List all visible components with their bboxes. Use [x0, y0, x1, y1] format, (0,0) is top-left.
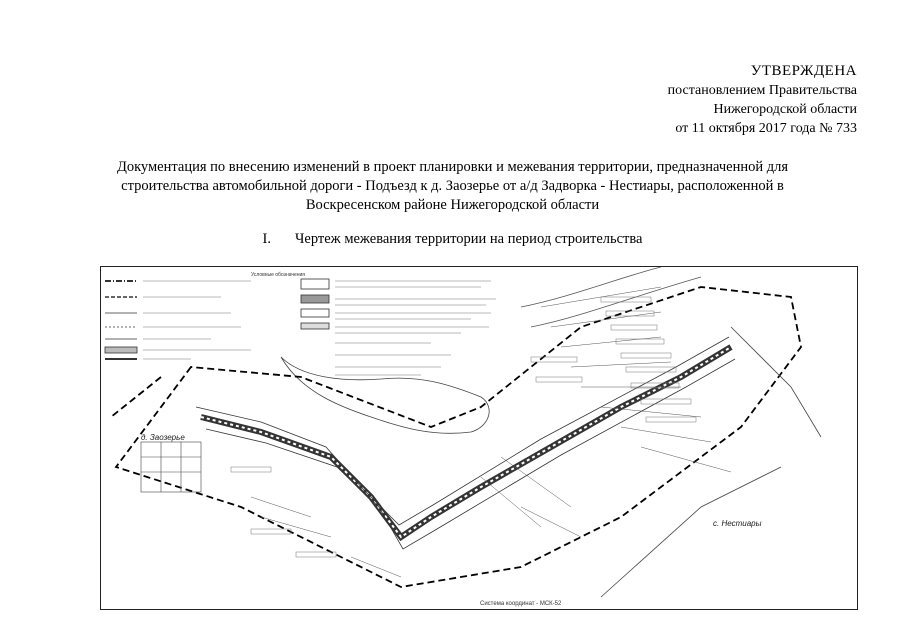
- river-line: [521, 267, 661, 307]
- approval-heading: УТВЕРЖДЕНА: [750, 63, 857, 79]
- coordinate-system-note: Система координат - МСК-52: [480, 601, 562, 607]
- approval-line-1: постановлением Правительства: [667, 83, 857, 98]
- document-title-line-3: Воскресенском районе Нижегородской области: [305, 197, 600, 213]
- approval-line-2: Нижегородской области: [713, 102, 857, 117]
- section-number: I.: [262, 231, 271, 247]
- lake-outline: [281, 357, 489, 433]
- document-title-line-2: строительства автомобильной дороги - Подъезд к д. Заозерье от а/д Задворка - Нестиары, расположенной в: [121, 178, 784, 194]
- document-title-line-1: Документация по внесению изменений в проект планировки и межевания территории, предназначенной для: [116, 159, 789, 175]
- local-road-east: [731, 327, 821, 437]
- legend: [105, 279, 496, 375]
- planning-boundary: [116, 287, 801, 587]
- section-heading: [0, 231, 905, 248]
- legend-title: Условные обозначения: [251, 272, 306, 278]
- section-title: Чертеж межевания территории на период строительства: [294, 231, 643, 247]
- document-title: [60, 158, 845, 215]
- boundary-segment: [111, 377, 161, 417]
- local-road-south: [601, 467, 781, 597]
- approval-stamp: [597, 62, 857, 138]
- road-corridor: [196, 337, 735, 549]
- parcel-label-lines: [251, 287, 731, 577]
- drawing-canvas: [101, 267, 859, 611]
- place-label-nestiary: с. Нестиары: [713, 519, 762, 528]
- parcel-label-boxes: [231, 297, 696, 557]
- land-survey-drawing: [100, 266, 858, 610]
- approval-line-3: от 11 октября 2017 года № 733: [675, 121, 857, 136]
- place-label-zaozerye: д. Заозерье: [141, 433, 185, 442]
